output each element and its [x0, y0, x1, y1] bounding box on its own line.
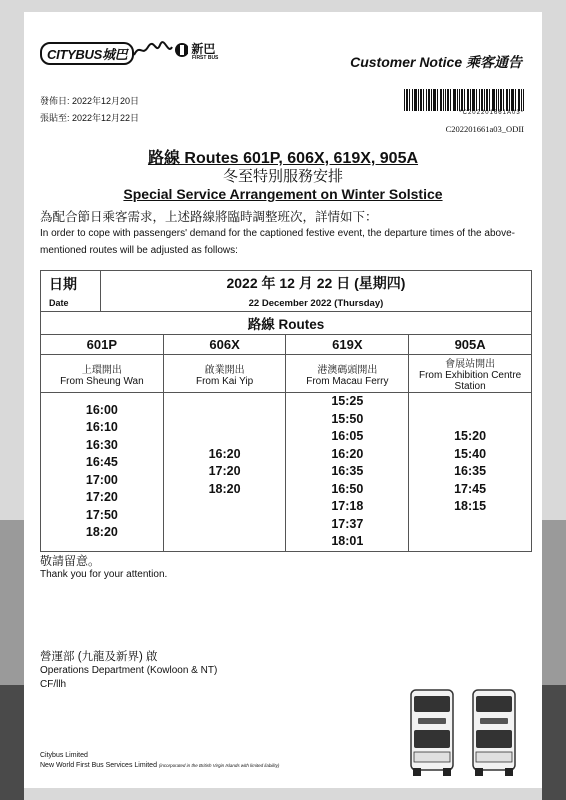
times-row [41, 393, 532, 552]
departure-time: 18:20 [85, 525, 118, 540]
route-code: 601P [41, 335, 164, 355]
double-decker-bus-icon [472, 688, 516, 778]
document-reference: C202201661a03_ODII [445, 124, 524, 134]
left-grey-band [0, 520, 24, 685]
barcode [404, 89, 524, 111]
left-dark-band [0, 685, 24, 800]
departure-time: 16:50 [331, 481, 364, 496]
departure-time: 15:20 [454, 429, 487, 443]
date-label-cell [41, 271, 101, 312]
post-date: 張貼至: 2022年12月22日 [40, 113, 140, 123]
department-english: Operations Department (Kowloon & NT) [40, 665, 218, 676]
date-label-en: Date [49, 298, 69, 308]
route-code: 619X [286, 335, 409, 355]
date-zh: 2022 年 12 月 22 日 (星期四) [226, 275, 406, 291]
departure-time: 17:20 [85, 490, 118, 505]
departure-time: 15:50 [331, 411, 364, 426]
date-label-zh: 日期 [49, 276, 77, 292]
departure-time: 16:00 [85, 402, 118, 417]
routes-header-row [41, 312, 532, 335]
origin-en: From Sheung Wan [60, 375, 144, 387]
route-origin [286, 355, 409, 393]
origin-zh: 上環開出 [81, 364, 122, 376]
department-chinese: 營運部 (九龍及新界) 啟 [40, 651, 158, 663]
double-decker-bus-icon [410, 688, 454, 778]
footer-company-2-note: (incorporated in the British Virgin Islands with limited liability) [158, 763, 280, 768]
origin-en: From Kai Yip [195, 375, 254, 387]
thanks-chinese: 敬請留意。 [40, 554, 101, 568]
intro-chinese: 為配合節日乘客需求，上述路線將臨時調整班次，詳情如下： [40, 210, 378, 224]
citybus-logo: CITYBUS城巴 [40, 42, 134, 65]
departure-time: 18:15 [454, 499, 487, 513]
departure-time: 15:25 [331, 394, 364, 408]
date-value-cell [100, 271, 531, 312]
firstbus-logo: 新巴 FIRST BUS [132, 40, 218, 61]
origin-zh: 港澳碼頭開出 [317, 364, 378, 376]
intro-english: In order to cope with passengers' demand for the captioned festive event, the departure times of the above-mentioned routes will be adjusted as follows: [40, 228, 515, 256]
right-grey-band [542, 520, 566, 685]
route-code: 905A [409, 335, 532, 355]
origin-zh: 會展站開出 [445, 359, 496, 370]
departure-time: 15:40 [454, 446, 487, 461]
departure-time: 17:37 [331, 516, 364, 531]
departure-times [286, 393, 409, 552]
footer-company-1: Citybus Limited [40, 752, 88, 759]
departure-time: 17:00 [85, 472, 118, 487]
origin-en: From Exhibition Centre Station [418, 370, 522, 392]
departure-time: 17:20 [208, 464, 241, 478]
origin-zh: 啟業開出 [204, 364, 245, 376]
departure-time: 16:35 [454, 464, 487, 478]
departure-time: 16:05 [331, 429, 364, 443]
footer-company-2-name: New World First Bus Services Limited [40, 762, 157, 769]
route-origin [409, 355, 532, 393]
routes-header: 路線 Routes [41, 312, 532, 335]
route-code-row [41, 335, 532, 355]
route-origin [163, 355, 286, 393]
notice-title: Customer Notice 乘客通告 [350, 54, 522, 70]
route-code: 606X [163, 335, 286, 355]
right-dark-band [542, 685, 566, 800]
date-row [41, 271, 532, 312]
footer-company-2 [40, 762, 279, 769]
departure-time: 16:45 [85, 455, 118, 470]
date-en: 22 December 2022 (Thursday) [248, 298, 384, 309]
notice-page [24, 12, 542, 788]
departure-time: 16:10 [85, 420, 118, 435]
departure-time: 16:20 [331, 446, 364, 461]
thanks-english: Thank you for your attention. [40, 569, 168, 580]
departure-time: 17:18 [331, 499, 364, 513]
route-origin [41, 355, 164, 393]
departure-time: 17:50 [85, 507, 118, 522]
departure-time: 16:30 [85, 437, 118, 452]
departure-time: 17:45 [454, 481, 487, 496]
reference-initials: CF/llh [40, 679, 67, 690]
departure-time: 16:20 [208, 446, 241, 461]
schedule-table [40, 270, 532, 552]
barcode-number: *C202201661A03* [459, 110, 524, 116]
issue-date: 發佈日: 2022年12月20日 [40, 96, 140, 106]
title-english: Special Service Arrangement on Winter Solstice [123, 186, 443, 202]
departure-times [163, 393, 286, 552]
departure-time: 18:20 [208, 481, 241, 496]
departure-time: 18:01 [331, 534, 364, 548]
routes-title: 路線 Routes 601P, 606X, 619X, 905A [147, 150, 419, 167]
title-chinese: 冬至特別服務安排 [222, 168, 343, 185]
departure-time: 16:35 [331, 464, 364, 478]
departure-times [409, 393, 532, 552]
origin-en: From Macau Ferry [306, 375, 389, 387]
firstbus-swirl-icon [132, 41, 188, 59]
origin-row [41, 355, 532, 393]
departure-times [41, 393, 164, 552]
